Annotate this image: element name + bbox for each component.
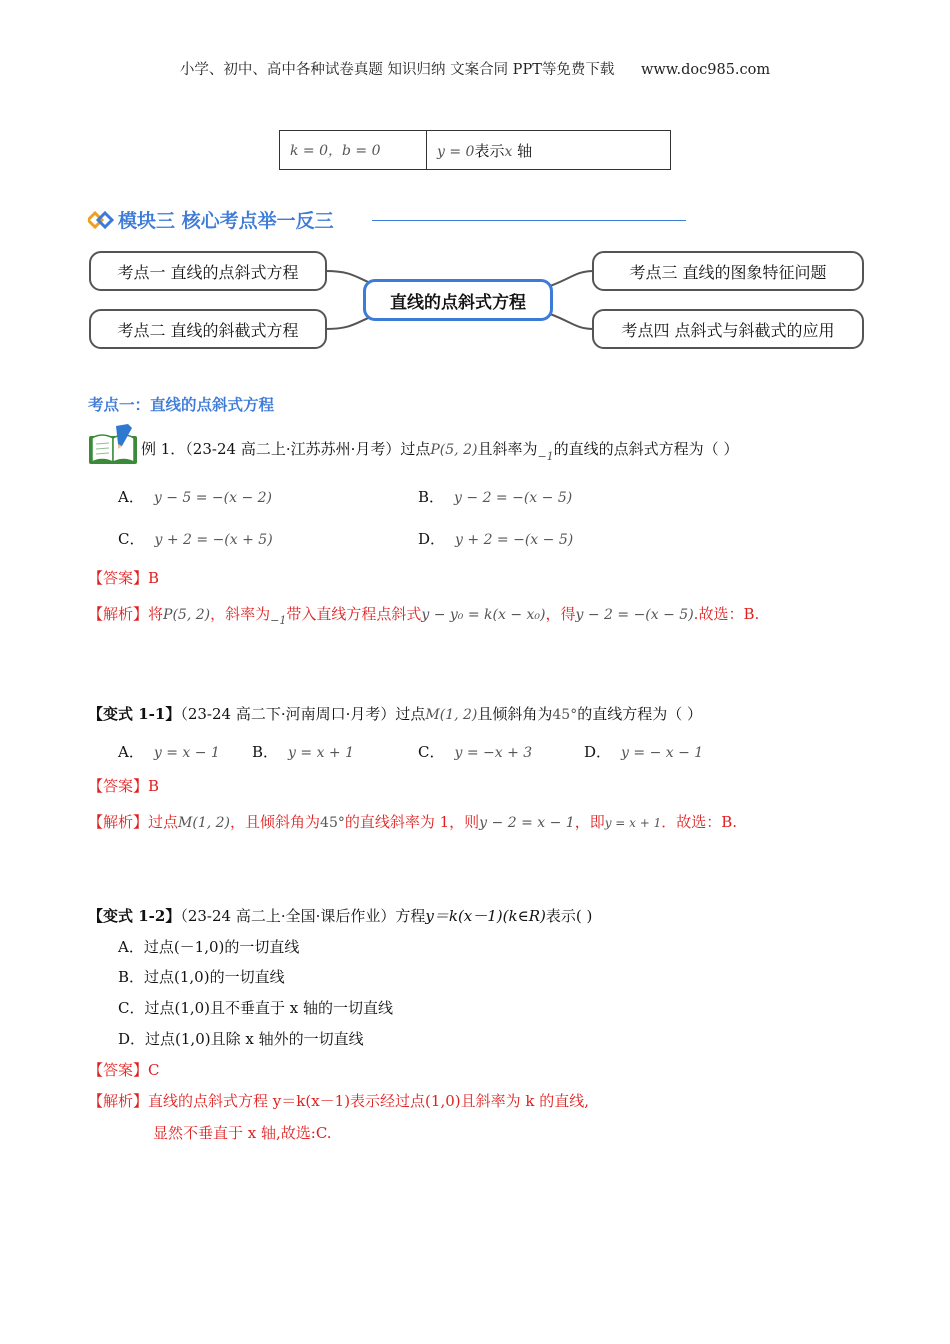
option-value: y − 5 = −(x − 2) bbox=[153, 490, 273, 506]
variant12-option-d[interactable]: D．过点(1,0)且除 x 轴外的一切直线 bbox=[118, 1030, 364, 1048]
example1-question bbox=[141, 438, 738, 463]
option-value: y = − x − 1 bbox=[621, 745, 704, 761]
mindmap-center[interactable] bbox=[363, 279, 553, 321]
answer-value: B bbox=[148, 569, 160, 587]
option-value: y = x − 1 bbox=[153, 745, 220, 761]
variant11-answer bbox=[88, 775, 159, 796]
mindmap-center-label: 直线的点斜式方程 bbox=[390, 292, 526, 313]
variant12-option-a[interactable]: A．过点(－1,0)的一切直线 bbox=[118, 938, 300, 956]
variant-prefix: （23-24 高二上·全国·课后作业）方程 bbox=[180, 907, 426, 925]
analysis-text: ，斜率为 bbox=[210, 605, 271, 623]
analysis-text: 带入直线方程点斜式 bbox=[286, 605, 422, 623]
variant12-option-b[interactable]: B．过点(1,0)的一切直线 bbox=[118, 968, 285, 986]
option-label: A． bbox=[118, 488, 144, 506]
mindmap-node-3[interactable] bbox=[592, 251, 864, 291]
analysis-math: y − y₀ = k(x − x₀) bbox=[421, 607, 546, 623]
example1-point: P(5, 2) bbox=[430, 442, 478, 458]
option-label: A． bbox=[118, 743, 144, 761]
answer-label: 【答案】 bbox=[88, 777, 149, 795]
example1-prefix: 例 1．（23-24 高二上·江苏苏州·月考）过点 bbox=[141, 440, 431, 458]
variant-suffix: 表示( ) bbox=[545, 907, 593, 925]
option-label: C． bbox=[118, 530, 145, 548]
analysis-text: ．故选：B. bbox=[661, 813, 738, 831]
cond-right-tail: 轴 bbox=[517, 141, 533, 160]
analysis-text: 直线的点斜式方程 y＝k(x－1)表示经过点(1,0)且斜率为 k 的直线, bbox=[148, 1092, 590, 1110]
module-title-text: 模块三 核心考点举一反三 bbox=[118, 210, 334, 232]
variant11-question bbox=[88, 703, 702, 724]
example1-option-a[interactable] bbox=[118, 486, 272, 507]
header-site[interactable]: www.doc985.com bbox=[640, 62, 771, 78]
analysis-text: 过点 bbox=[148, 813, 179, 831]
variant-equation: y＝k(x－1)(k∈R) bbox=[425, 907, 546, 925]
cond-left: k = 0，b = 0 bbox=[290, 143, 381, 159]
analysis-math: −1 bbox=[270, 614, 287, 627]
example1-mid: 且斜率为 bbox=[477, 440, 538, 458]
analysis-text: 将 bbox=[148, 605, 164, 623]
variant12-analysis bbox=[88, 1090, 589, 1111]
mindmap-node-3-label: 考点三 直线的图象特征问题 bbox=[629, 262, 827, 282]
cond-right-text: 表示 bbox=[474, 141, 505, 160]
example1-option-b[interactable] bbox=[418, 486, 572, 507]
mindmap-node-1[interactable] bbox=[89, 251, 327, 291]
analysis-math: M(1, 2) bbox=[178, 815, 231, 831]
analysis-label: 【解析】 bbox=[88, 1092, 149, 1110]
cond-right-math: y = 0 bbox=[437, 143, 475, 160]
analysis-text: ，且倾斜角为 bbox=[230, 813, 321, 831]
variant11-option-a[interactable] bbox=[118, 741, 220, 762]
option-value: y = x + 1 bbox=[288, 745, 355, 761]
option-value: y − 2 = −(x − 5) bbox=[454, 490, 573, 506]
double-diamond-icon bbox=[88, 211, 114, 229]
analysis-label: 【解析】 bbox=[88, 813, 149, 831]
answer-label: 【答案】 bbox=[88, 1061, 149, 1079]
variant-tag: 【变式 1-1】 bbox=[88, 705, 181, 723]
cond-left-cell bbox=[280, 131, 427, 170]
variant-tag: 【变式 1-2】 bbox=[88, 907, 181, 925]
analysis-math: y − 2 = x − 1 bbox=[479, 815, 575, 831]
variant-mid: 且倾斜角为 bbox=[477, 705, 553, 723]
analysis-math: 45° bbox=[320, 815, 345, 831]
analysis-math: P(5, 2) bbox=[163, 607, 211, 623]
analysis-text: .故选：B. bbox=[693, 605, 760, 623]
option-value: y + 2 = −(x − 5) bbox=[455, 532, 574, 548]
option-label: D． bbox=[418, 530, 446, 548]
example1-answer bbox=[88, 567, 159, 588]
cond-right-var: x bbox=[504, 143, 513, 160]
analysis-text: ，得 bbox=[545, 605, 576, 623]
answer-value: C bbox=[148, 1061, 160, 1079]
variant12-answer bbox=[88, 1059, 160, 1080]
example1-option-d[interactable] bbox=[418, 528, 573, 549]
variant-suffix: 的直线方程为（ ） bbox=[577, 705, 702, 723]
module-title bbox=[88, 206, 334, 233]
condition-table bbox=[279, 130, 671, 170]
answer-label: 【答案】 bbox=[88, 569, 149, 587]
analysis-math: y − 2 = −(x − 5) bbox=[575, 607, 694, 623]
cond-right-cell bbox=[427, 131, 671, 170]
variant12-analysis-line2: 显然不垂直于 x 轴,故选:C. bbox=[153, 1124, 332, 1142]
analysis-text: ，即 bbox=[574, 813, 605, 831]
module-divider bbox=[372, 220, 686, 221]
book-pencil-icon bbox=[86, 422, 142, 468]
mindmap-node-4-label: 考点四 点斜式与斜截式的应用 bbox=[621, 320, 835, 340]
mindmap-node-4[interactable] bbox=[592, 309, 864, 349]
analysis-label: 【解析】 bbox=[88, 605, 149, 623]
variant11-option-b[interactable] bbox=[252, 741, 354, 762]
option-label: C． bbox=[418, 743, 445, 761]
variant12-option-c[interactable]: C．过点(1,0)且不垂直于 x 轴的一切直线 bbox=[118, 999, 394, 1017]
page-header bbox=[0, 58, 950, 79]
mindmap-node-2-label: 考点二 直线的斜截式方程 bbox=[117, 320, 299, 340]
variant-point: M(1, 2) bbox=[425, 707, 478, 723]
header-text: 小学、初中、高中各种试卷真题 知识归纳 文案合同 PPT等免费下载 bbox=[179, 62, 615, 78]
section-title: 考点一：直线的点斜式方程 bbox=[88, 396, 275, 414]
example1-suffix: 的直线的点斜式方程为（ ） bbox=[553, 440, 739, 458]
variant11-analysis bbox=[88, 811, 737, 832]
variant11-option-d[interactable] bbox=[584, 741, 703, 762]
variant-angle: 45° bbox=[552, 707, 578, 723]
variant12-question bbox=[88, 905, 592, 926]
example1-analysis bbox=[88, 603, 759, 627]
example1-option-c[interactable] bbox=[118, 528, 273, 549]
option-value: y = −x + 3 bbox=[454, 745, 533, 761]
option-label: B． bbox=[418, 488, 445, 506]
option-label: D． bbox=[584, 743, 612, 761]
variant11-option-c[interactable] bbox=[418, 741, 532, 762]
option-label: B． bbox=[252, 743, 279, 761]
analysis-math: y = x + 1 bbox=[604, 816, 662, 830]
answer-value: B bbox=[148, 777, 160, 795]
analysis-text: 的直线斜率为 1，则 bbox=[344, 813, 480, 831]
example1-slope: −1 bbox=[537, 450, 554, 463]
option-value: y + 2 = −(x + 5) bbox=[154, 532, 273, 548]
mindmap-node-2[interactable] bbox=[89, 309, 327, 349]
mindmap-node-1-label: 考点一 直线的点斜式方程 bbox=[117, 262, 299, 282]
variant-prefix: （23-24 高二下·河南周口·月考）过点 bbox=[180, 705, 426, 723]
